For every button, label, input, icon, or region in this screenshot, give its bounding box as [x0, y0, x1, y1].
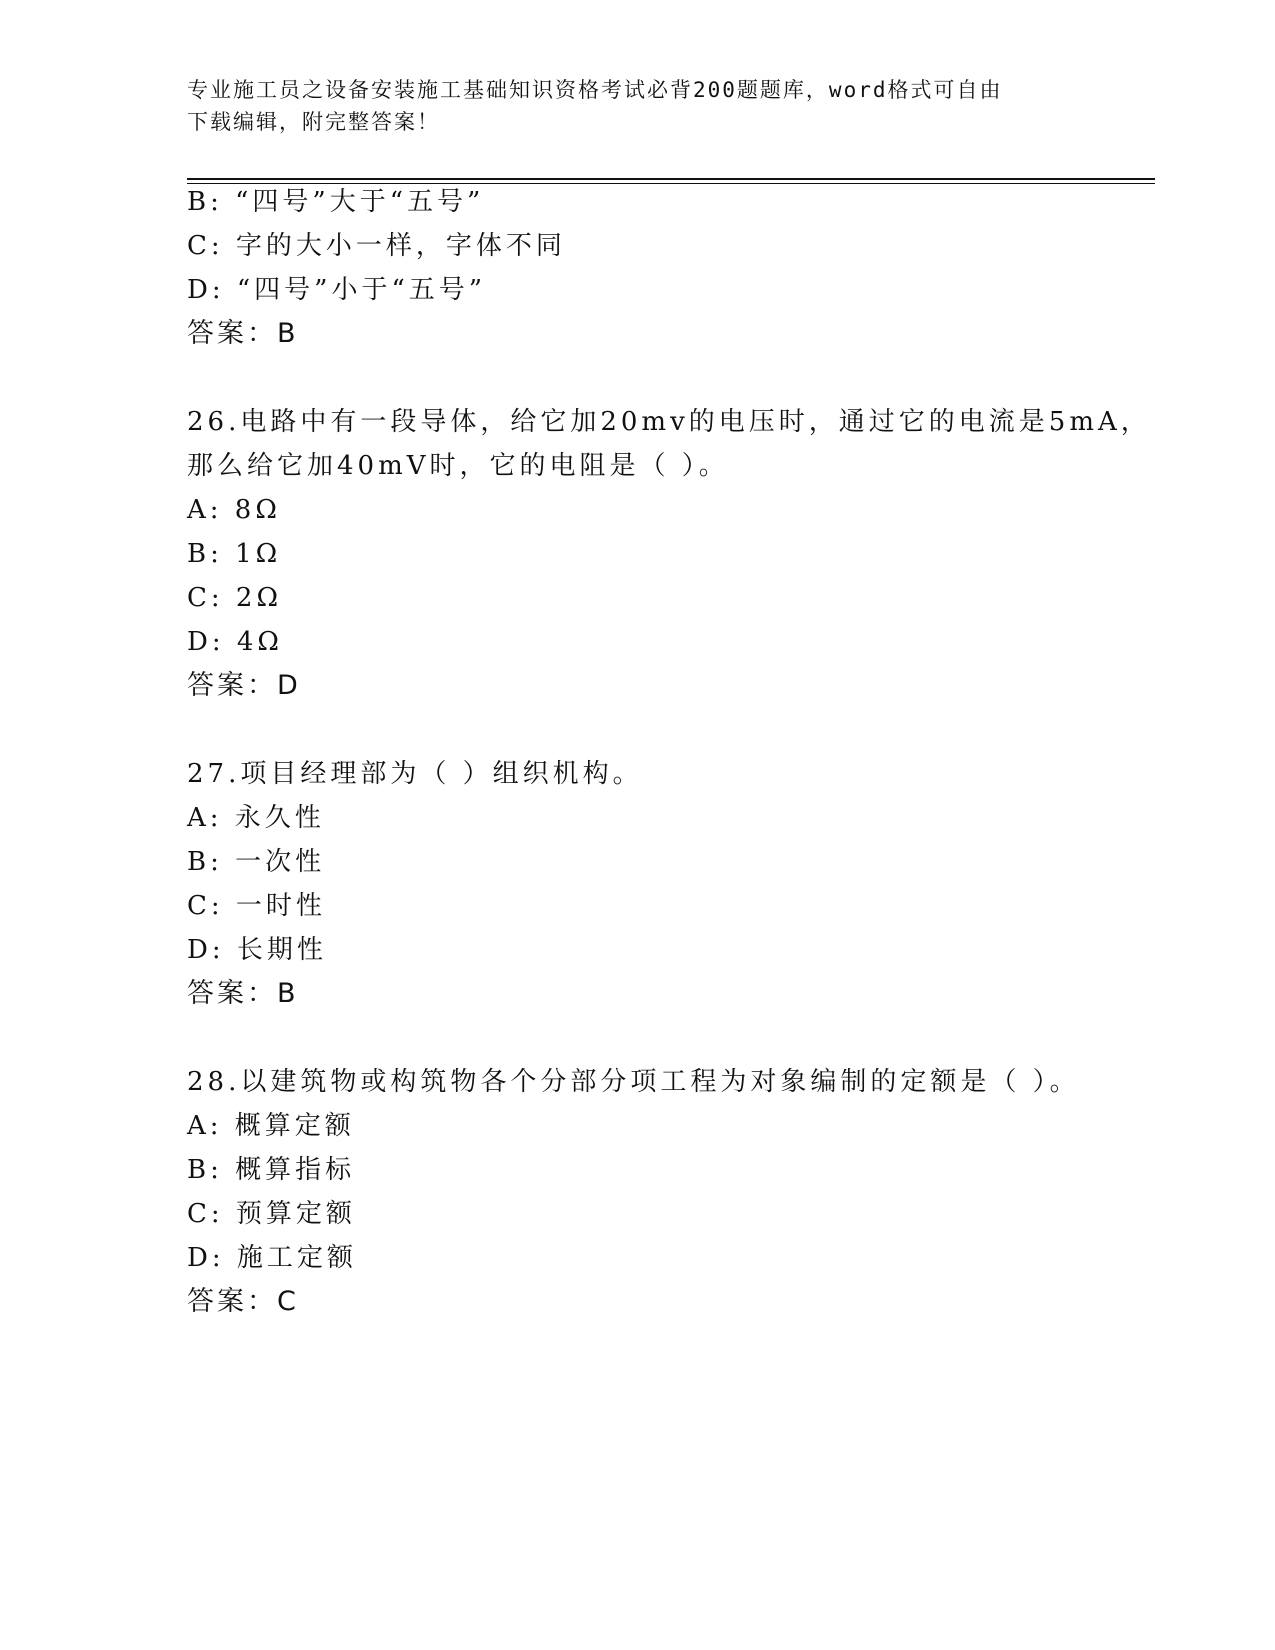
q25-option-c: C: 字的大小一样，字体不同 — [187, 231, 566, 261]
q26-answer: 答案：D — [187, 670, 301, 701]
q28-option-a: A: 概算定额 — [187, 1111, 355, 1141]
q27-option-c: C: 一时性 — [187, 891, 326, 921]
q27-stem: 27.项目经理部为（ ）组织机构。 — [187, 759, 643, 789]
header-title-line-1: 专业施工员之设备安装施工基础知识资格考试必背200题题库，word格式可自由 — [187, 78, 1003, 102]
q25-option-b: B: “四号”大于“五号” — [187, 187, 485, 217]
q25-option-d: D: “四号”小于“五号” — [187, 275, 487, 305]
q28-stem: 28.以建筑物或构筑物各个分部分项工程为对象编制的定额是（ ）。 — [187, 1067, 1080, 1097]
q28-option-b: B: 概算指标 — [187, 1155, 356, 1185]
q27-answer: 答案：B — [187, 978, 299, 1009]
q25-answer: 答案：B — [187, 318, 299, 349]
q26-stem-line-1: 26.电路中有一段导体，给它加20mv的电压时，通过它的电流是5mA， — [187, 407, 1151, 437]
q28-option-c: C: 预算定额 — [187, 1199, 356, 1229]
q27-option-d: D: 长期性 — [187, 935, 327, 965]
q26-option-d: D: 4Ω — [187, 627, 283, 657]
q28-option-d: D: 施工定额 — [187, 1243, 357, 1273]
q26-option-a: A: 8Ω — [187, 495, 281, 525]
header-divider-thin — [187, 183, 1155, 184]
header-title-line-2: 下载编辑，附完整答案！ — [187, 110, 440, 134]
q26-stem-line-2: 那么给它加40mV时，它的电阻是（ ）。 — [187, 451, 729, 481]
q26-option-c: C: 2Ω — [187, 583, 283, 613]
q27-option-a: A: 永久性 — [187, 803, 325, 833]
q26-option-b: B: 1Ω — [187, 539, 282, 569]
header-divider-thick — [187, 178, 1155, 180]
q27-option-b: B: 一次性 — [187, 847, 326, 877]
q28-answer: 答案：C — [187, 1286, 299, 1317]
document-header — [187, 74, 1087, 138]
